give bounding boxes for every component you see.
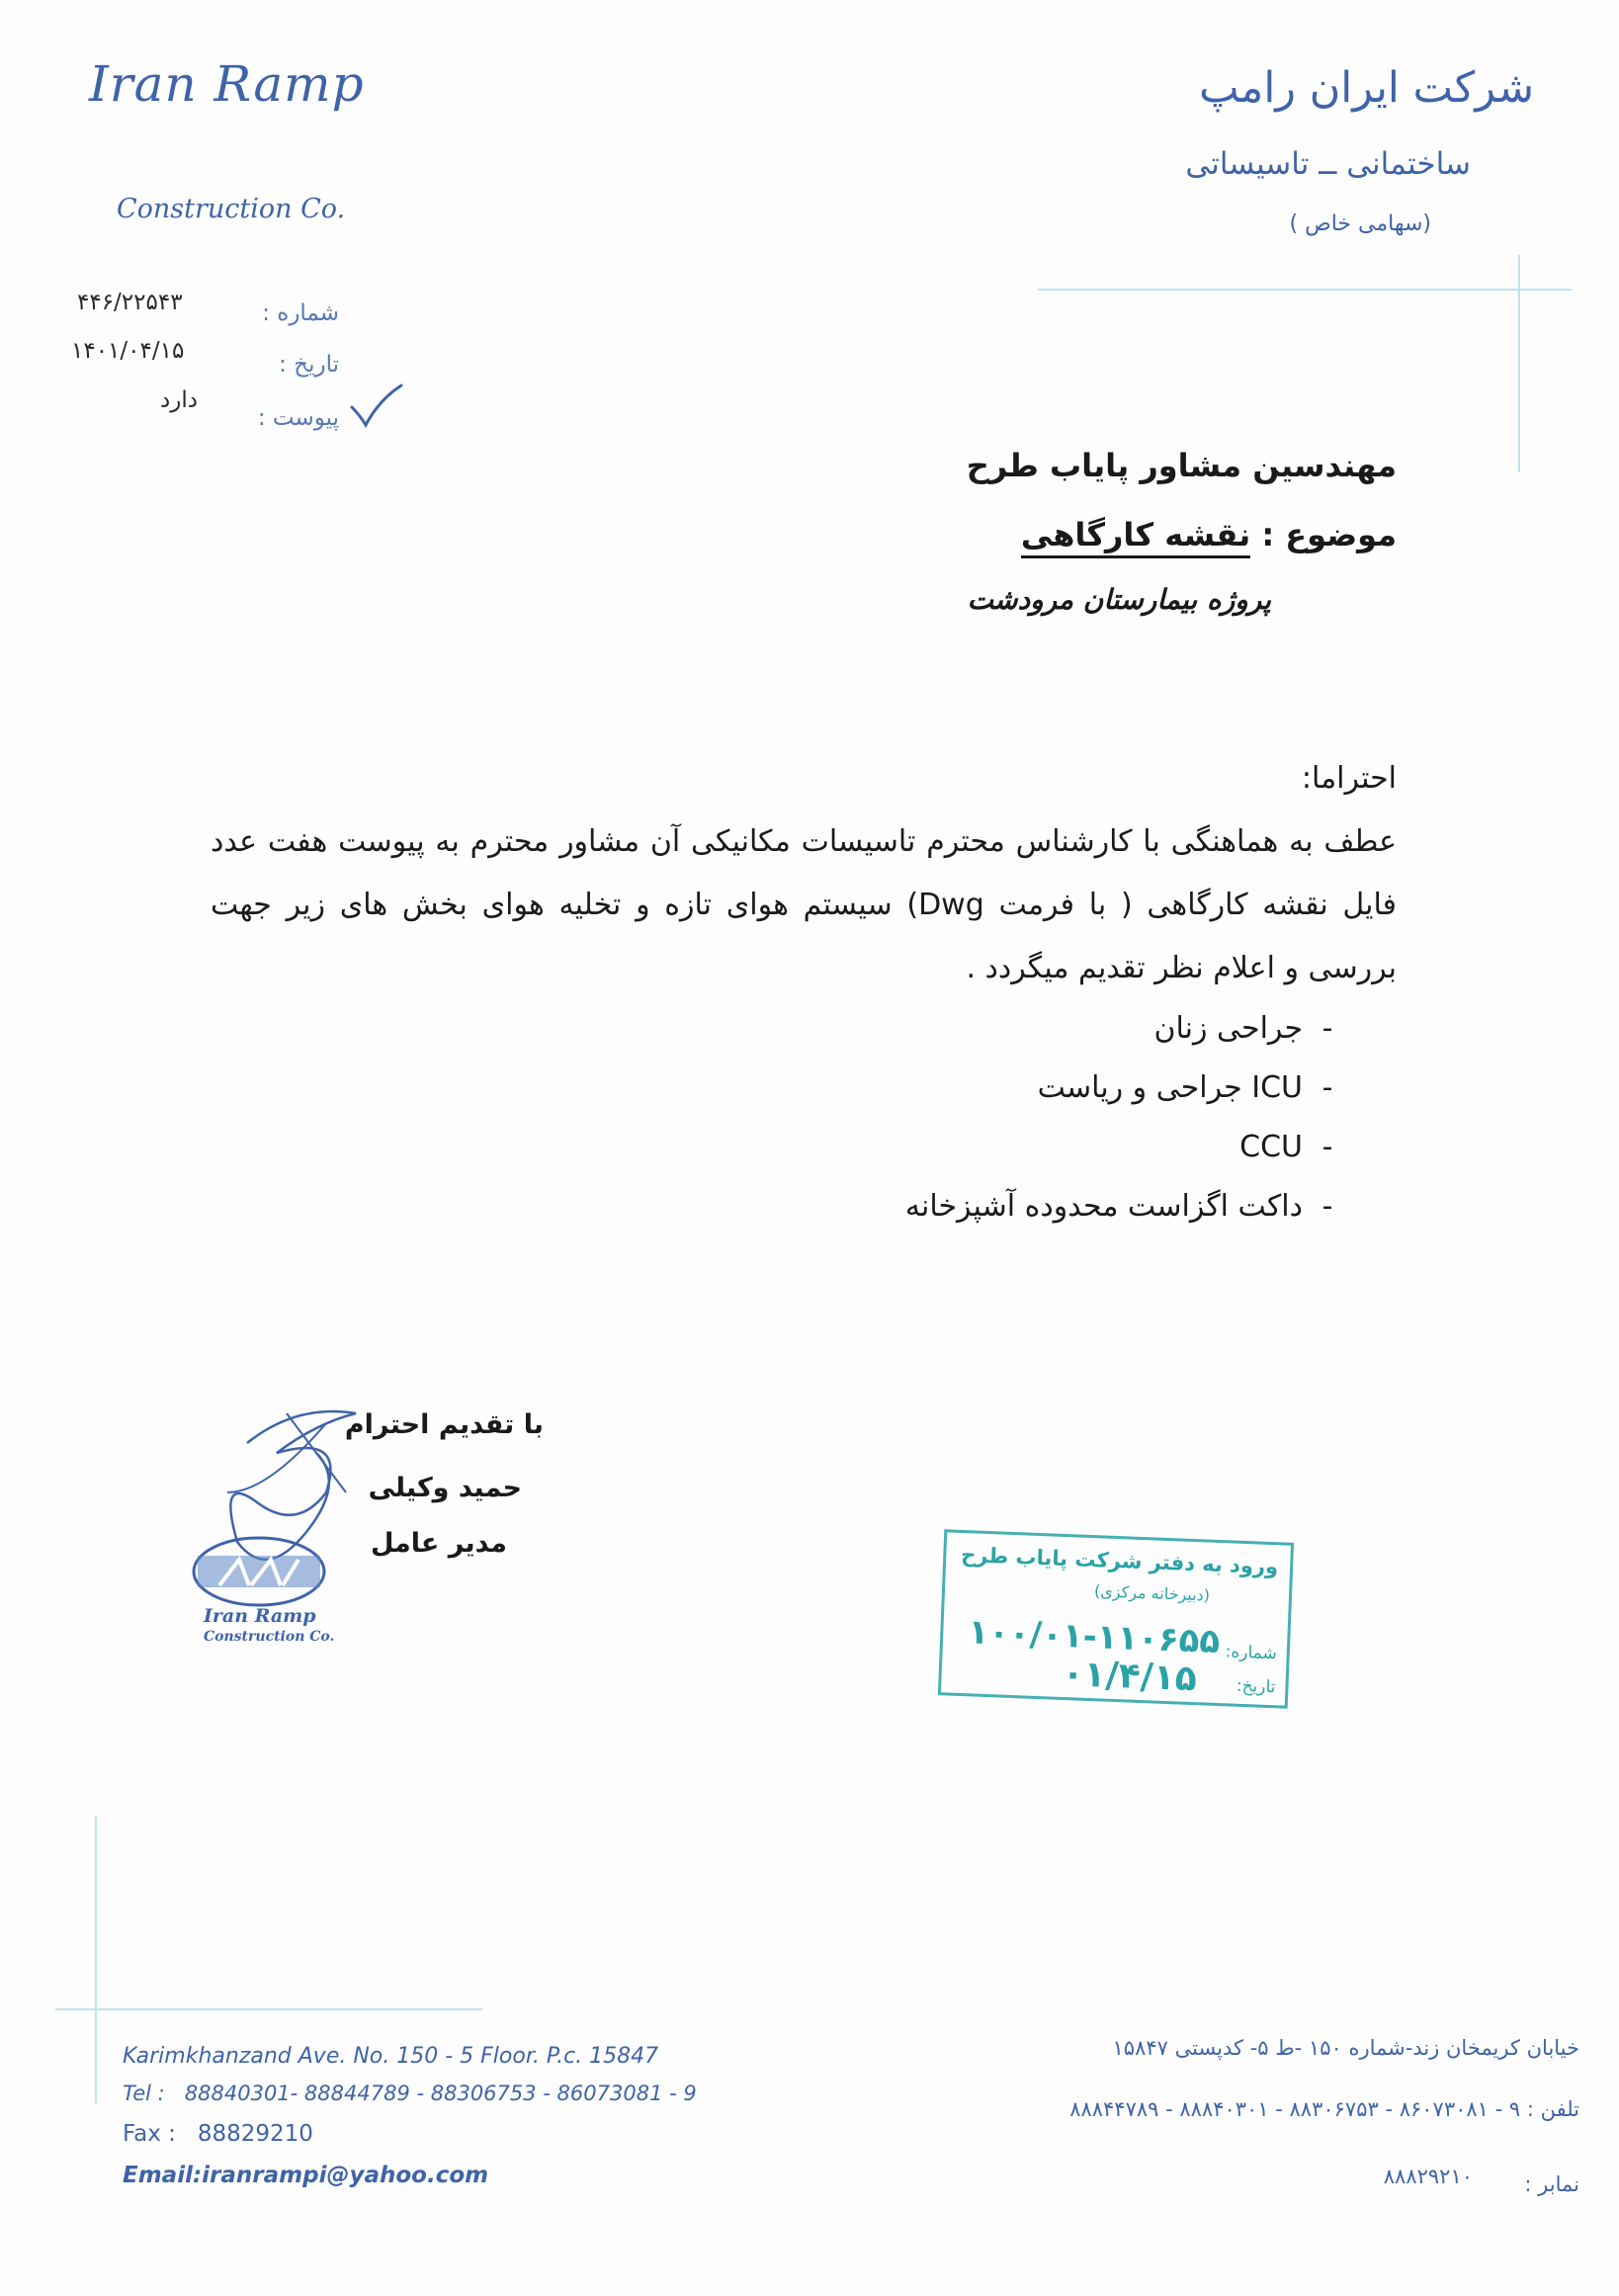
- subject-line: [1021, 516, 1397, 553]
- footer-fax-en: [123, 2121, 313, 2147]
- list-bullet: -: [1321, 1069, 1333, 1105]
- footer-email-en: Email:iranrampi@yahoo.com: [123, 2163, 489, 2188]
- company-logo-english: Iran Ramp: [89, 55, 365, 113]
- number-label: شماره :: [262, 300, 339, 326]
- footer-tel-fa-value: ۹ - ۸۶۰۷۳۰۸۱ - ۸۸۳۰۶۷۵۳ - ۸۸۸۴۰۳۰۱ - ۸۸۸۴۴۷۸۹: [1069, 2097, 1521, 2121]
- project-name: پروژه بیمارستان مرودشت: [967, 583, 1271, 616]
- footer-address-fa: خیابان کریمخان زند-شماره ۱۵۰ -ط ۵- کدپستی ۱۵۸۴۷: [1112, 2036, 1579, 2060]
- salutation: احتراما:: [1301, 761, 1397, 796]
- footer-fax-en-label: Fax :: [123, 2121, 176, 2147]
- list-item-text: داکت اگزاست محدوده آشپزخانه: [904, 1188, 1303, 1224]
- list-bullet: -: [1321, 1010, 1333, 1046]
- footer-tel-fa-label: تلفن :: [1526, 2097, 1579, 2121]
- list-bullet: -: [1321, 1129, 1333, 1164]
- list-item: [905, 1058, 1352, 1117]
- body-paragraph: عطف به هماهنگی با کارشناس محترم تاسیسات مکانیکی آن مشاور محترم به پیوست هفت عدد فایل نقشه کارگاهی ( با فرمت Dwg) سیستم هوای تازه و تخلیه هوای بخش های زیر جهت بررسی و اعلام نظر تقدیم میگردد .: [211, 824, 1397, 985]
- footer-tel-en-label: Tel :: [123, 2082, 165, 2105]
- received-stamp-number: ۱۰۰/۰۱-۱۱۰۶۵۵: [967, 1612, 1221, 1662]
- subject-value: نقشه کارگاهی: [1021, 516, 1250, 558]
- recipient: مهندسین مشاور پایاب طرح: [966, 447, 1397, 484]
- received-stamp-date-label: تاریخ:: [1236, 1675, 1276, 1698]
- company-logo-persian-subtitle: ساختمانی ــ تاسیساتی: [1185, 146, 1471, 182]
- checkmark-icon: [346, 382, 405, 431]
- footer-address-en: Karimkhanzand Ave. No. 150 - 5 Floor. P.c. 15847: [123, 2044, 659, 2069]
- footer-fax-en-value: 88829210: [197, 2121, 313, 2147]
- header-horizontal-rule: [1038, 289, 1572, 291]
- items-list: [905, 998, 1352, 1235]
- date-label: تاریخ :: [279, 352, 339, 378]
- company-stamp-text: Iran Ramp: [204, 1605, 316, 1627]
- company-type-label: (سهامی خاص ): [1289, 212, 1431, 236]
- number-value: ۴۴۶/۲۲۵۴۳: [77, 290, 183, 315]
- list-item: [905, 998, 1352, 1058]
- received-stamp-title: ورود به دفتر شرکت پایاب طرح: [960, 1542, 1279, 1579]
- footer-tel-en: [123, 2082, 697, 2105]
- company-stamp-icon: [190, 1530, 328, 1609]
- list-item-text: جراحی زنان: [1153, 1010, 1303, 1046]
- closing-line: با تقدیم احترام: [344, 1409, 544, 1440]
- footer-tel-fa: [1069, 2097, 1579, 2121]
- company-logo-english-subtitle: Construction Co.: [117, 194, 346, 224]
- signer-title: مدیر عامل: [370, 1528, 507, 1559]
- attachment-value: دارد: [160, 387, 198, 413]
- received-stamp: [938, 1529, 1294, 1708]
- signer-name: حمید وکیلی: [368, 1473, 522, 1503]
- footer-tel-en-value: 88840301- 88844789 - 88306753 - 86073081 - 9: [184, 2082, 697, 2105]
- subject-label: موضوع :: [1261, 516, 1397, 553]
- list-item: [905, 1117, 1352, 1176]
- attachment-label: پیوست :: [257, 405, 339, 431]
- footer-fax-fa-value: ۸۸۸۲۹۲۱۰: [1383, 2165, 1473, 2188]
- company-logo-persian: شرکت ایران رامپ: [1199, 63, 1534, 113]
- received-stamp-number-label: شماره:: [1225, 1642, 1278, 1664]
- date-value: ۱۴۰۱/۰۴/۱۵: [71, 338, 185, 364]
- received-stamp-subtitle: (دبیرخانه مرکزی): [1093, 1581, 1211, 1605]
- footer-horizontal-rule: [55, 2008, 482, 2010]
- list-item-text: CCU: [1239, 1129, 1303, 1164]
- received-stamp-date: ۰۱/۴/۱۵: [1061, 1653, 1198, 1700]
- footer-fax-fa-label: نمابر :: [1524, 2172, 1579, 2196]
- list-item: [905, 1176, 1352, 1235]
- header-vertical-rule: [1518, 255, 1520, 472]
- list-item-text: ICU جراحی و ریاست: [1037, 1069, 1303, 1105]
- footer-vertical-rule: [95, 1817, 97, 2103]
- company-stamp-subtext: Construction Co.: [204, 1629, 335, 1645]
- list-bullet: -: [1321, 1188, 1333, 1224]
